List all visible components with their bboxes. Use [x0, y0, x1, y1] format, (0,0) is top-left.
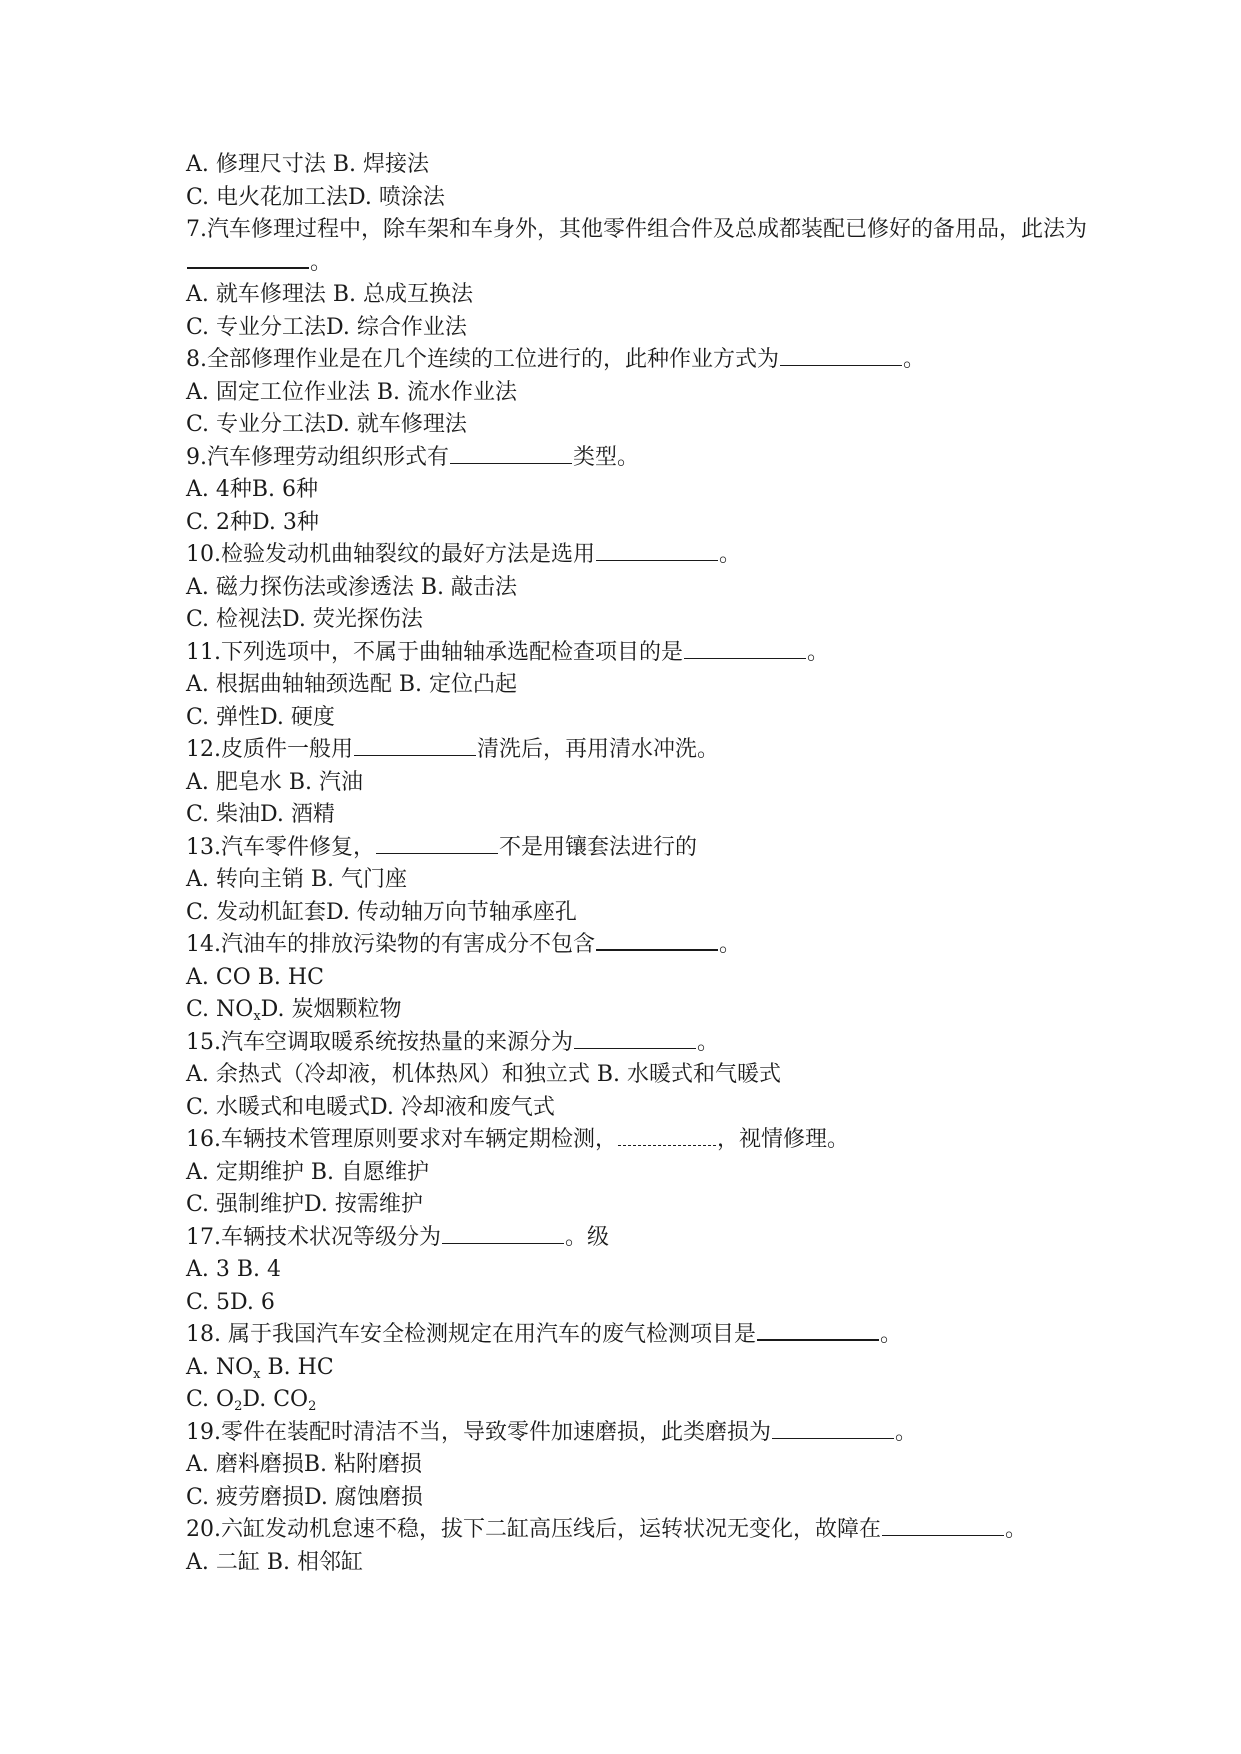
option-text: D. 炭烟颗粒物 [260, 997, 402, 1022]
answer-options: A. CO B. HC [186, 964, 324, 990]
question-text [186, 1417, 1146, 1450]
question-stem: 11.下列选项中，不属于曲轴轴承选配检查项目的是 [186, 639, 683, 665]
question-stem: 18. 属于我国汽车安全检测规定在用汽车的废气检测项目是 [186, 1322, 756, 1347]
option-text: C. NO [186, 997, 254, 1022]
answer-blank[interactable] [442, 1242, 564, 1244]
question-ending: 。 [895, 1419, 918, 1445]
answer-options: A. 4种B. 6种 [186, 477, 319, 502]
question-stem: 14.汽油车的排放污染物的有害成分不包含 [186, 932, 595, 957]
question-text [186, 832, 1146, 865]
question-text [186, 344, 1146, 377]
answer-blank[interactable] [596, 559, 718, 561]
question-text [186, 539, 1146, 572]
answer-options: A. 修理尺寸法 B. 焊接法 [186, 152, 430, 177]
answer-options [186, 994, 1146, 1027]
answer-blank[interactable] [574, 1047, 696, 1049]
question-stem: 19.零件在装配时清洁不当，导致零件加速磨损，此类磨损为 [186, 1419, 771, 1445]
answer-options: C. 疲劳磨损D. 腐蚀磨损 [186, 1484, 423, 1510]
question-ending: 。 [719, 932, 742, 957]
question-stem: 10.检验发动机曲轴裂纹的最好方法是选用 [186, 542, 595, 567]
question-text [186, 1514, 1146, 1547]
answer-blank[interactable] [596, 948, 718, 951]
question-text [186, 1027, 1146, 1060]
answer-blank[interactable] [757, 1338, 879, 1341]
question-stem: 15.汽车空调取暖系统按热量的来源分为 [186, 1029, 573, 1055]
question-stem: 9.汽车修理劳动组织形式有 [186, 444, 449, 470]
answer-options: A. 二缸 B. 相邻缸 [186, 1549, 364, 1575]
subscript: 2 [234, 1399, 243, 1414]
answer-options: A. 余热式（冷却液，机体热风）和独立式 B. 水暖式和气暖式 [186, 1062, 782, 1087]
question-ending: 。 [310, 249, 333, 275]
answer-options: C. 专业分工法D. 综合作业法 [186, 314, 467, 340]
question-stem: 16.车辆技术管理原则要求对车辆定期检测， [186, 1127, 617, 1152]
option-text: B. HC [260, 1354, 334, 1380]
subscript: x [253, 1009, 261, 1024]
answer-options: A. 就车修理法 B. 总成互换法 [186, 282, 474, 307]
answer-options: A. 定期维护 B. 自愿维护 [186, 1159, 430, 1185]
question-stem: 20.六缸发动机怠速不稳，拔下二缸高压线后，运转状况无变化，故障在 [186, 1517, 881, 1542]
answer-blank[interactable] [376, 852, 498, 854]
answer-blank[interactable] [187, 266, 309, 269]
question-text [186, 734, 1146, 767]
answer-options: C. 发动机缸套D. 传动轴万向节轴承座孔 [186, 899, 577, 925]
question-text [186, 214, 1146, 279]
question-stem: 8.全部修理作业是在几个连续的工位进行的，此种作业方式为 [186, 347, 779, 372]
answer-blank[interactable] [882, 1534, 1004, 1536]
question-ending: 。 [807, 639, 830, 665]
answer-blank[interactable] [618, 1144, 716, 1146]
question-ending: 。 [1005, 1517, 1028, 1542]
question-stem: 13.汽车零件修复， [186, 834, 375, 860]
answer-options: C. 柴油D. 酒精 [186, 802, 335, 827]
question-stem: 12.皮质件一般用 [186, 737, 353, 762]
answer-options: C. 检视法D. 荧光探伤法 [186, 607, 423, 632]
answer-options: A. 磨料磨损B. 粘附磨损 [186, 1452, 423, 1477]
answer-blank[interactable] [684, 657, 806, 659]
question-ending: 。 [697, 1029, 720, 1055]
answer-options: A. 肥皂水 B. 汽油 [186, 769, 364, 795]
option-text: C. O [186, 1387, 235, 1412]
question-text [186, 637, 1146, 670]
answer-blank[interactable] [780, 364, 902, 366]
answer-blank[interactable] [354, 754, 476, 756]
answer-options: C. 弹性D. 硬度 [186, 704, 335, 730]
answer-options [186, 1352, 1146, 1385]
question-stem: 7.汽车修理过程中，除车架和车身外，其他零件组合件及总成都装配已修好的备用品，此法为 [186, 217, 1087, 242]
question-ending: 。 [879, 1322, 902, 1347]
answer-options [186, 1384, 1146, 1417]
answer-options: A. 磁力探伤法或渗透法 B. 敲击法 [186, 574, 518, 600]
question-ending: 。级 [565, 1224, 610, 1250]
answer-options: A. 3 B. 4 [186, 1257, 282, 1282]
answer-options: A. 根据曲轴轴颈选配 B. 定位凸起 [186, 672, 518, 697]
question-ending: 类型。 [573, 444, 640, 470]
subscript: 2 [308, 1399, 317, 1414]
question-text [186, 1319, 1146, 1352]
question-ending: 清洗后，再用清水冲洗。 [477, 737, 720, 762]
answer-blank[interactable] [772, 1437, 894, 1439]
answer-options: C. 电火花加工法D. 喷涂法 [186, 184, 445, 210]
option-text: D. CO [242, 1387, 309, 1412]
question-ending: 不是用镶套法进行的 [499, 834, 698, 860]
option-text: A. NO [186, 1354, 254, 1380]
question-ending: 。 [903, 347, 926, 372]
subscript: x [253, 1366, 261, 1382]
answer-options: A. 转向主销 B. 气门座 [186, 867, 408, 892]
question-text [186, 929, 1146, 962]
question-ending: ，视情修理。 [717, 1127, 850, 1152]
question-ending: 。 [719, 542, 742, 567]
answer-options: A. 固定工位作业法 B. 流水作业法 [186, 379, 518, 405]
question-text [186, 1124, 1146, 1157]
answer-options: C. 2种D. 3种 [186, 509, 319, 535]
answer-blank[interactable] [450, 462, 572, 464]
question-text [186, 442, 1146, 475]
question-stem: 17.车辆技术状况等级分为 [186, 1224, 441, 1250]
answer-options: C. 5D. 6 [186, 1289, 275, 1315]
question-text [186, 1222, 1146, 1255]
answer-options: C. 专业分工法D. 就车修理法 [186, 412, 467, 437]
question-list [186, 149, 1146, 1579]
answer-options: C. 水暖式和电暖式D. 冷却液和废气式 [186, 1094, 555, 1120]
answer-options: C. 强制维护D. 按需维护 [186, 1192, 423, 1217]
